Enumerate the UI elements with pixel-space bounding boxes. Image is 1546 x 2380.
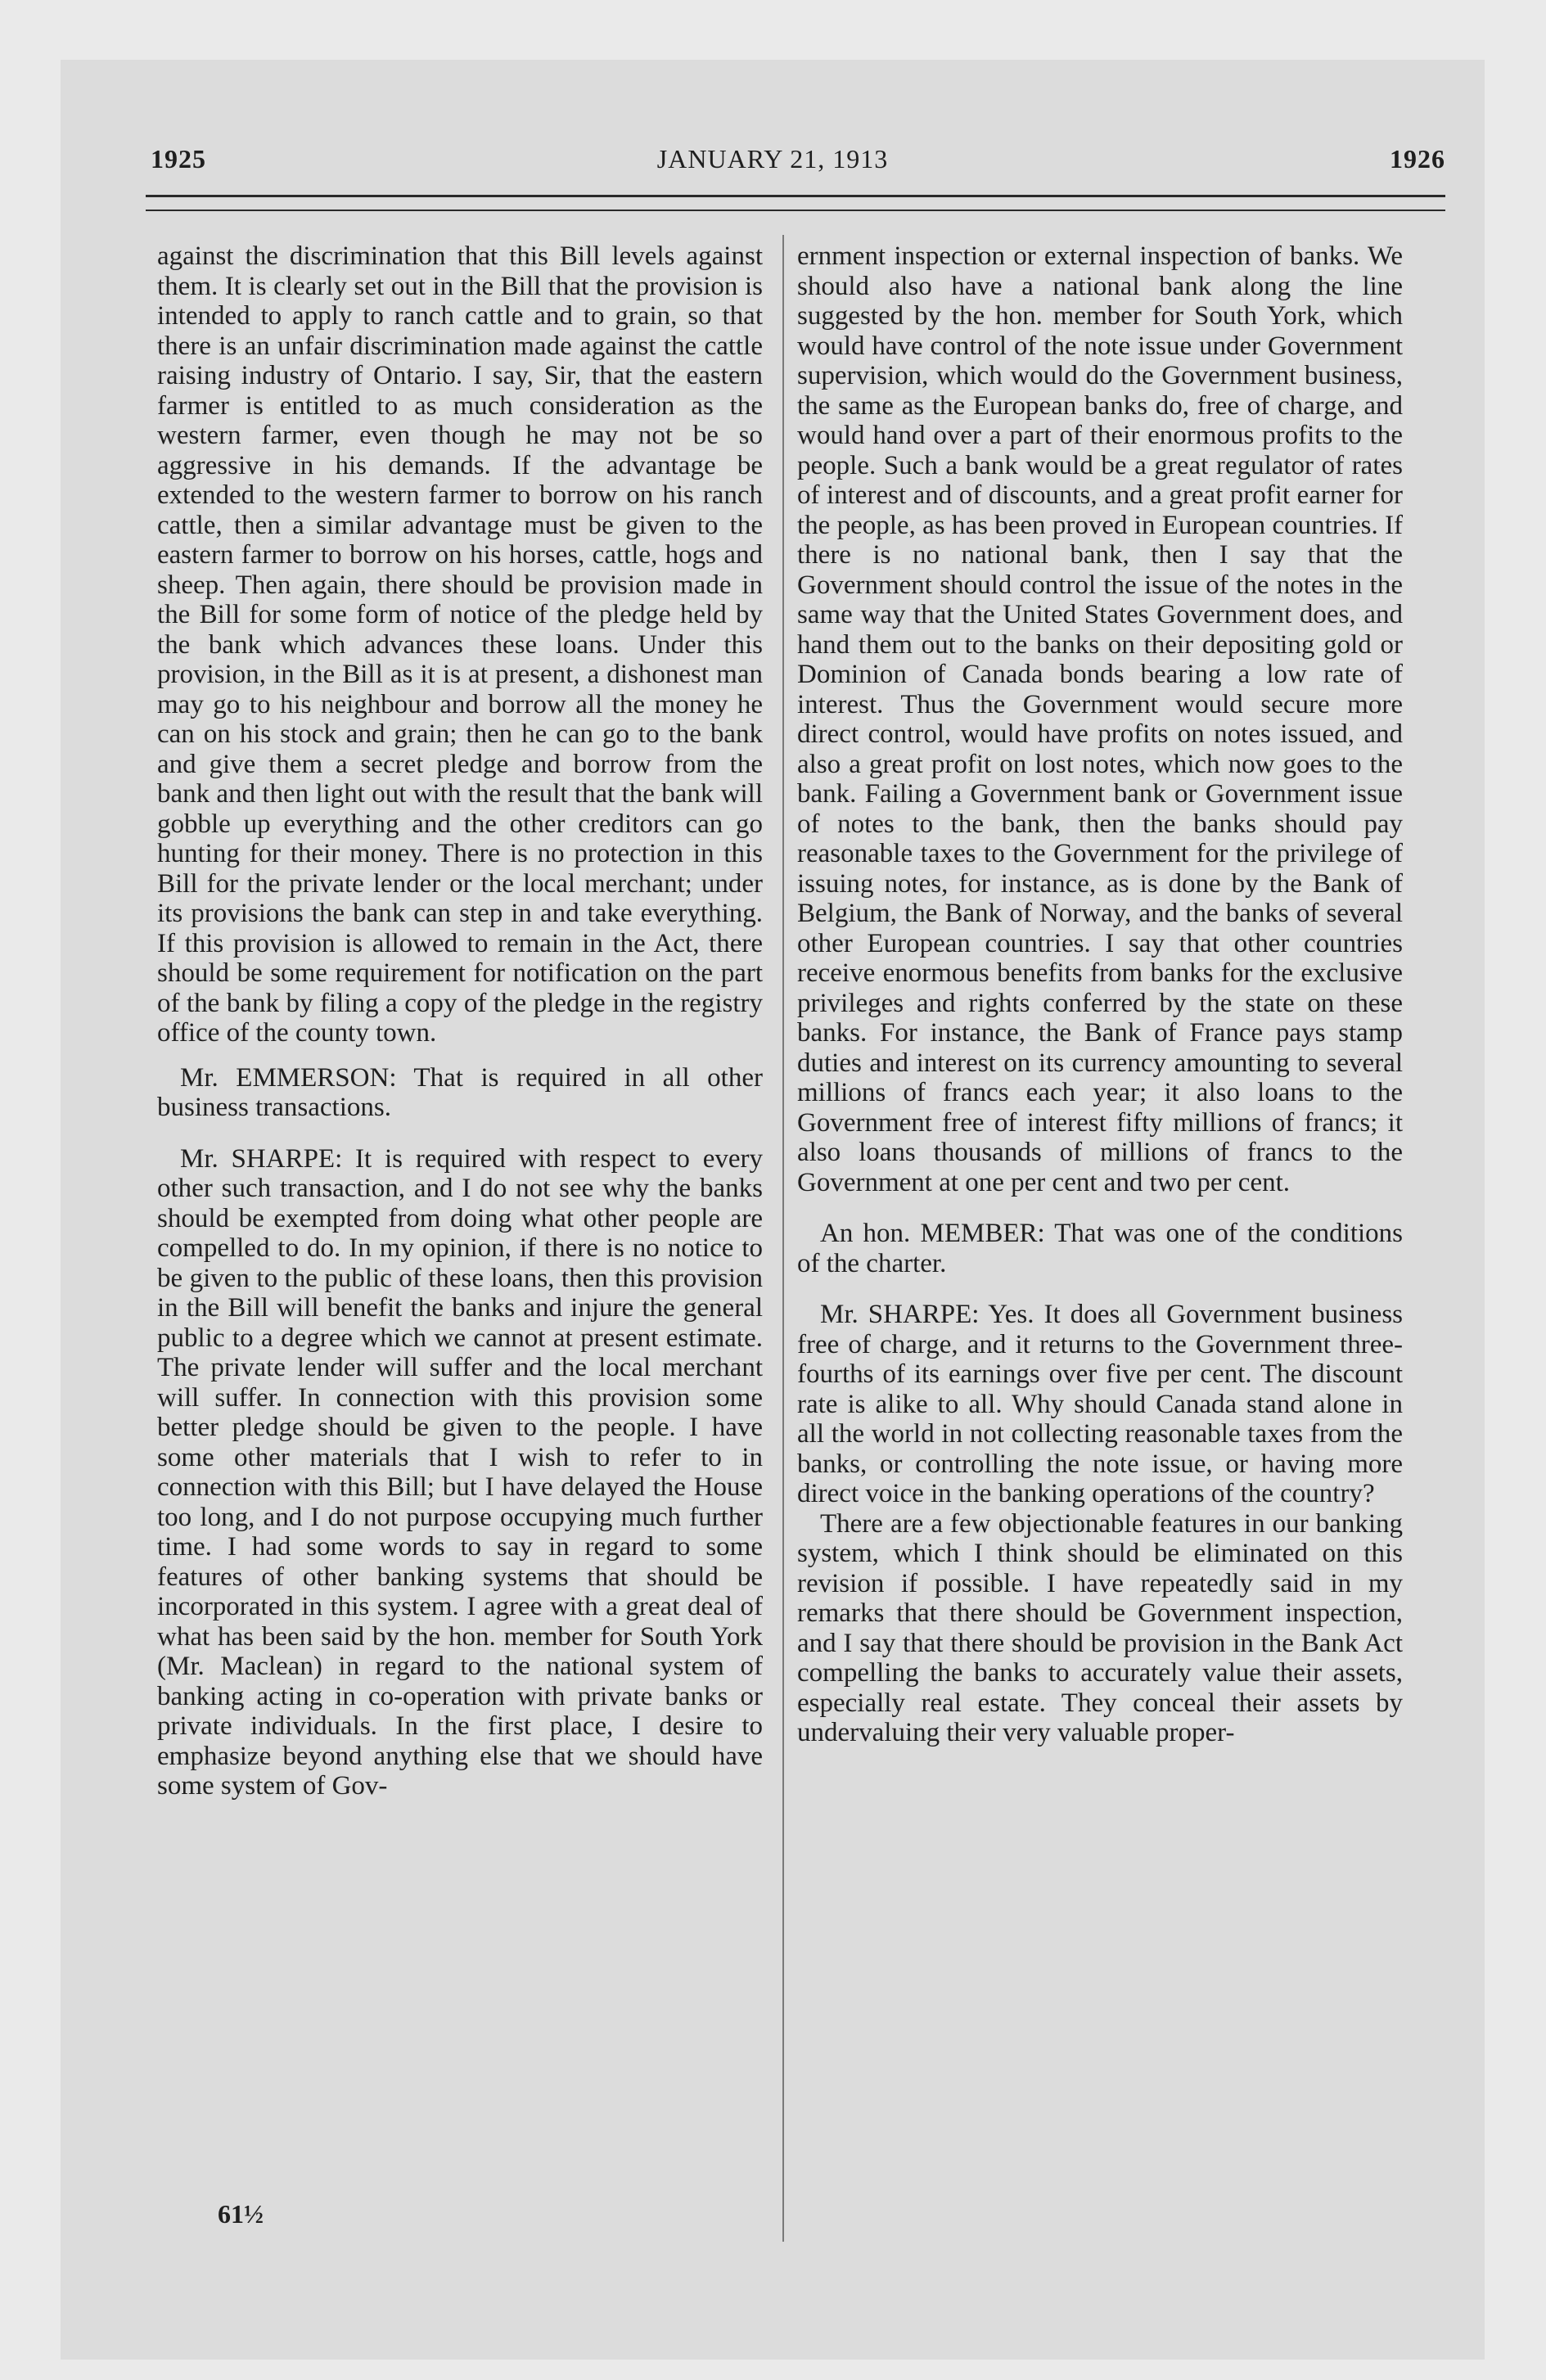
left-page-number: 1925 (151, 144, 206, 174)
page-header (61, 144, 1485, 185)
page-sheet (61, 60, 1485, 2360)
paragraph: against the discrimination that this Bill levels against them. It is clearly set out in the Bill that the provision is intended to apply to ranch cattle and to grain, so that there is an unfair discrimination made against the cattle raising industry of Ontario. I say, Sir, that the eastern farmer is entitled to as much consideration as the western farmer, even though he may not be so aggressive in his demands. If the advantage be extended to the western farmer to borrow on his ranch cattle, then a similar advantage must be given to the eastern farmer to borrow on his horses, cattle, hogs and sheep. Then again, there should be provision made in the Bill for some form of notice of the pledge held by the bank which advances these loans. Under this provision, in the Bill as it is at present, a dishonest man may go to his neighbour and borrow all the money he can on his stock and grain; then he can go to the bank and give them a secret pledge and borrow from the bank and then light out with the result that the bank will gobble up everything and the other creditors can go hunting for their money. There is no protection in this Bill for the private lender or the local merchant; under its provisions the bank can step in and take everything. If this provision is allowed to remain in the Act, there should be some requirement for notification on the part of the bank by filing a copy of the pledge in the registry office of the county town. (157, 241, 763, 1048)
column-divider (782, 235, 784, 2242)
paragraph: Mr. SHARPE: Yes. It does all Government business free of charge, and it returns to the Government three-fourths of its earnings over five per cent. The discount rate is alike to all. Why should Canada stand alone in all the world in not collecting reasonable taxes from the banks, or controlling the note issue, or having more direct voice in the banking operations of the country? (797, 1300, 1403, 1508)
page-date: JANUARY 21, 1913 (656, 144, 889, 174)
paragraph: An hon. MEMBER: That was one of the conditions of the charter. (797, 1219, 1403, 1278)
left-column (157, 241, 763, 1801)
header-rule-thick (146, 195, 1445, 197)
right-column (797, 241, 1403, 1748)
right-page-number: 1926 (1390, 144, 1445, 174)
paragraph: Mr. EMMERSON: That is required in all other business transactions. (157, 1062, 763, 1122)
paragraph: ernment inspection or external inspection of banks. We should also have a national bank along the line suggested by the hon. member for South York, which would have control of the note issue under Government supervision, which would do the Government business, the same as the European banks do, free of charge, and would hand over a part of their enormous profits to the people. Such a bank would be a great regulator of rates of interest and of discounts, and a great profit earner for the people, as has been proved in European countries. If there is no national bank, then I say that the Government should control the issue of the notes in the same way that the United States Government does, and hand them out to the banks on their depositing gold or Dominion of Canada bonds bearing a low rate of interest. Thus the Government would secure more direct control, would have profits on notes issued, and also a great profit on lost notes, which now goes to the bank. Failing a Government bank or Government issue of notes to the bank, then the banks should pay reasonable taxes to the Government for the privilege of issuing notes, for instance, as is done by the Bank of Belgium, the Bank of Norway, and the banks of several other European countries. I say that other countries receive enormous benefits from banks for the exclusive privileges and rights conferred by the state on these banks. For instance, the Bank of France pays stamp duties and interest on its currency amounting to several millions of francs each year; it also loans to the Government free of interest fifty millions of francs; it also loans thousands of millions of francs to the Government at one per cent and two per cent. (797, 241, 1403, 1197)
folio-number: 61½ (218, 2199, 264, 2229)
paragraph: There are a few objectionable features in our banking system, which I think should be eliminated on this revision if possible. I have repeatedly said in my remarks that there should be Government inspection, and I say that there should be provision in the Bank Act compelling the banks to accurately value their assets, especially real estate. They conceal their assets by undervaluing their very valuable proper- (797, 1508, 1403, 1747)
header-rule-thin (146, 210, 1445, 211)
paragraph: Mr. SHARPE: It is required with respect to every other such transaction, and I do not see why the banks should be exempted from doing what other people are compelled to do. In my opinion, if there is no notice to be given to the public of these loans, then this provision in the Bill will benefit the banks and injure the general public to a degree which we cannot at present estimate. The private lender will suffer and the local merchant will suffer. In connection with this provision some better pledge should be given to the people. I have some other materials that I wish to refer to in connection with this Bill; but I have delayed the House too long, and I do not purpose occupying much further time. I had some words to say in regard to some features of other banking systems that should be incorporated in this system. I agree with a great deal of what has been said by the hon. member for South York (Mr. Maclean) in regard to the national system of banking acting in co-operation with private banks or private individuals. In the first place, I desire to emphasize beyond anything else that we should have some system of Gov- (157, 1143, 763, 1801)
